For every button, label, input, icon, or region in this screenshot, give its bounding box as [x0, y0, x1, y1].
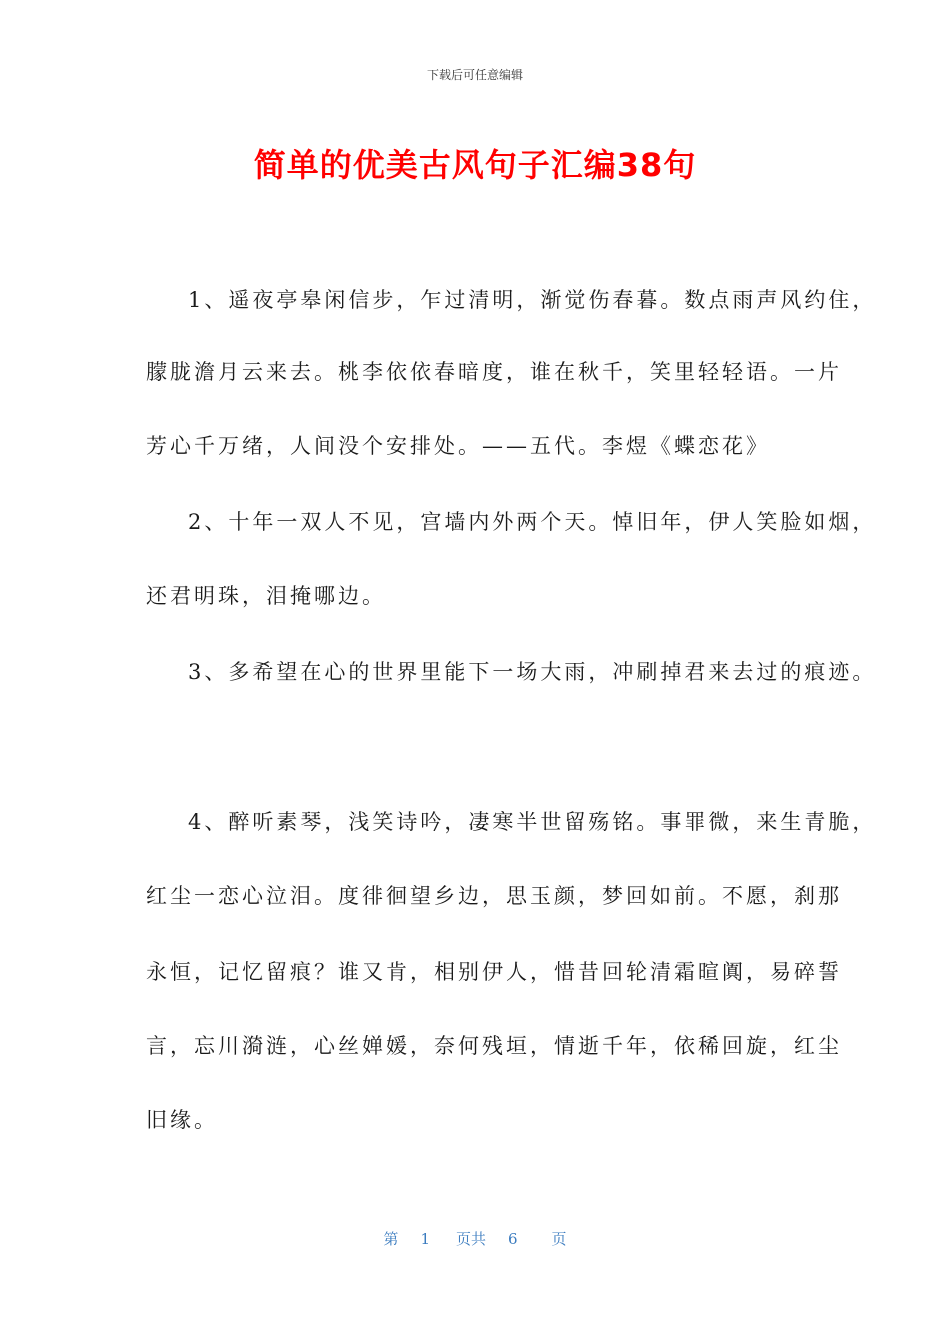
paragraph-1-line-2: 朦胧澹月云来去。桃李依依春暗度，谁在秋千，笑里轻轻语。一片 [146, 360, 842, 384]
paragraph-3-line-1: 3、多希望在心的世界里能下一场大雨，冲刷掉君来去过的痕迹。 [188, 660, 877, 684]
document-title: 简单的优美古风句子汇编38句 [253, 146, 697, 184]
paragraph-1-line-3: 芳心千万绪，人间没个安排处。——五代。李煜《蝶恋花》 [146, 434, 770, 458]
paragraph-1-line-1: 1、遥夜亭皋闲信步，乍过清明，渐觉伤春暮。数点雨声风约住， [188, 288, 877, 312]
paragraph-4-line-4: 言，忘川漪涟，心丝婵媛，奈何残垣，情逝千年，依稀回旋，红尘 [146, 1034, 842, 1058]
page-suffix: 页 [551, 1230, 567, 1248]
page-middle-text: 页共 [455, 1230, 486, 1248]
current-page-number: 1 [420, 1230, 430, 1248]
paragraph-4-line-5: 旧缘。 [146, 1108, 218, 1132]
total-pages-number: 6 [508, 1230, 518, 1248]
page-prefix: 第 [383, 1230, 399, 1248]
paragraph-4-line-3: 永恒，记忆留痕？谁又肯，相别伊人，惜昔回轮清霜暄阗，易碎誓 [146, 960, 842, 984]
header-note: 下载后可任意编辑 [426, 68, 523, 82]
paragraph-4-line-2: 红尘一恋心泣泪。度徘徊望乡边，思玉颜，梦回如前。不愿，刹那 [146, 884, 842, 908]
paragraph-4-line-1: 4、醉听素琴，浅笑诗吟，凄寒半世留殇铭。事罪微，来生青脆， [188, 810, 877, 834]
page-indicator [0, 1228, 950, 1249]
paragraph-2-line-2: 还君明珠，泪掩哪边。 [146, 584, 386, 608]
paragraph-2-line-1: 2、十年一双人不见，宫墙内外两个天。悼旧年，伊人笑脸如烟， [188, 510, 877, 534]
